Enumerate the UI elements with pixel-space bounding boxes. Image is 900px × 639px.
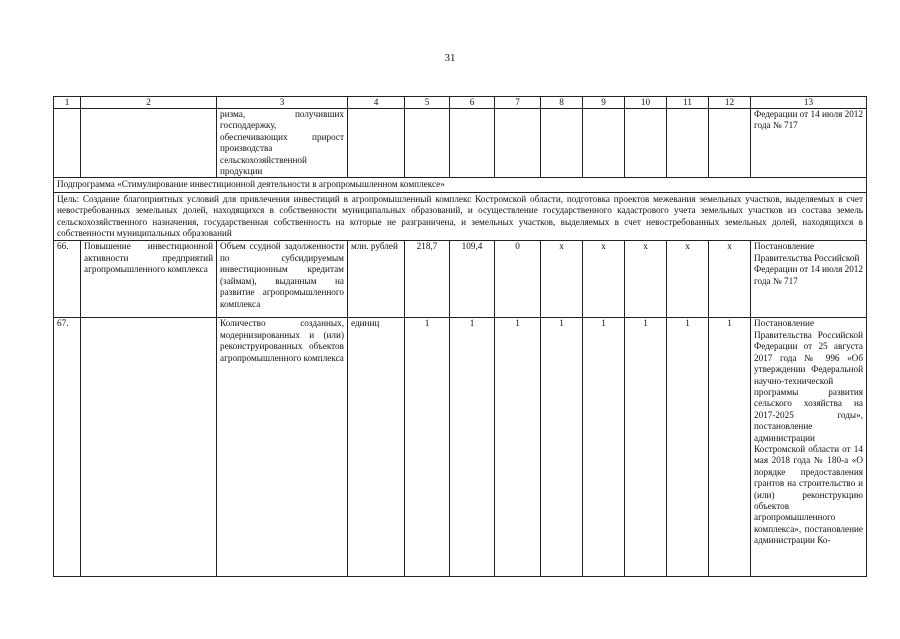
- column-header: 1: [54, 97, 81, 109]
- subprogram-row: [54, 178, 867, 192]
- value-cell: 218,7: [405, 241, 450, 318]
- value-cell: x: [709, 241, 751, 318]
- cell-empty: [495, 109, 541, 178]
- cell-empty: [54, 109, 81, 178]
- unit-cell: млн. рублей: [348, 241, 405, 318]
- column-header: 3: [217, 97, 348, 109]
- value-cell: x: [625, 241, 667, 318]
- column-header: 12: [709, 97, 751, 109]
- cell-empty: [541, 109, 583, 178]
- value-cell: 1: [541, 318, 583, 577]
- value-cell: 0: [495, 241, 541, 318]
- indicator-cell: Количество созданных, модернизированных и (или) реконструированных объектов агропромышленного комплекса: [217, 318, 348, 577]
- column-header: 5: [405, 97, 450, 109]
- cell-empty: [450, 109, 495, 178]
- value-cell: 1: [450, 318, 495, 577]
- unit-cell: единиц: [348, 318, 405, 577]
- document-cell: Постановление Правительства Российской Федерации от 25 августа 2017 года № 996 «Об утверждении Федеральной научно-технической программы развития сельского хозяйства на 2017-2025 годы», постановление администрации Костромской области от 14 мая 2018 года № 180-а «О порядке предоставления грантов на строительство и (или) реконструкцию объектов агропромышленного комплекса», постановление администрации Ко-: [751, 318, 867, 577]
- continuation-row: [54, 109, 867, 178]
- value-cell: 1: [625, 318, 667, 577]
- column-header: 11: [667, 97, 709, 109]
- column-header: 4: [348, 97, 405, 109]
- cell-empty: [583, 109, 625, 178]
- column-header: 8: [541, 97, 583, 109]
- task-cell: [81, 318, 217, 577]
- goal-row: [54, 192, 867, 241]
- cell-empty: [81, 109, 217, 178]
- value-cell: x: [667, 241, 709, 318]
- value-cell: x: [541, 241, 583, 318]
- cell-empty: [348, 109, 405, 178]
- indicator-cell: ризма, получивших господдержку, обеспечивающих прирост производства сельскохозяйственной продукции: [217, 109, 348, 178]
- column-header: 9: [583, 97, 625, 109]
- table-row: [54, 318, 867, 577]
- row-number: 67.: [54, 318, 81, 577]
- cell-empty: [667, 109, 709, 178]
- value-cell: 1: [495, 318, 541, 577]
- cell-empty: [405, 109, 450, 178]
- cell-empty: [709, 109, 751, 178]
- value-cell: 1: [667, 318, 709, 577]
- indicators-table: [53, 96, 867, 577]
- column-number-row: [54, 97, 867, 109]
- task-cell: Повышение инвестиционной активности предприятий агропромышленного комплекса: [81, 241, 217, 318]
- table-row: [54, 241, 867, 318]
- cell-empty: [625, 109, 667, 178]
- column-header: 7: [495, 97, 541, 109]
- document-cell: Постановление Правительства Российской Федерации от 14 июля 2012 года № 717: [751, 241, 867, 318]
- indicator-cell: Объем ссудной задолженности по субсидируемым инвестиционным кредитам (займам), выданным на развитие агропромышленного комплекса: [217, 241, 348, 318]
- value-cell: 1: [583, 318, 625, 577]
- value-cell: 109,4: [450, 241, 495, 318]
- value-cell: 1: [709, 318, 751, 577]
- subprogram-title: Подпрограмма «Стимулирование инвестиционной деятельности в агропромышленном комплексе»: [54, 178, 867, 192]
- column-header: 6: [450, 97, 495, 109]
- column-header: 13: [751, 97, 867, 109]
- value-cell: x: [583, 241, 625, 318]
- goal-text: Цель: Создание благоприятных условий для привлечения инвестиций в агропромышленный комплекс Костромской области, подготовка проектов межевания земельных участков, выделяемых в счет невостребованных земельных долей, находящихся в собственности муниципальных образований, и осуществление государственного кадастрового учета земельных участков из состава земель сельскохозяйственного назначения, государственная собственность на которые не разграничена, и земельных участков, выделяемых в счет невостребованных земельных долей, находящихся в собственности муниципальных образований: [54, 192, 867, 241]
- column-header: 2: [81, 97, 217, 109]
- value-cell: 1: [405, 318, 450, 577]
- document-cell: Федерации от 14 июля 2012 года № 717: [751, 109, 867, 178]
- page-number: 31: [444, 52, 456, 64]
- column-header: 10: [625, 97, 667, 109]
- row-number: 66.: [54, 241, 81, 318]
